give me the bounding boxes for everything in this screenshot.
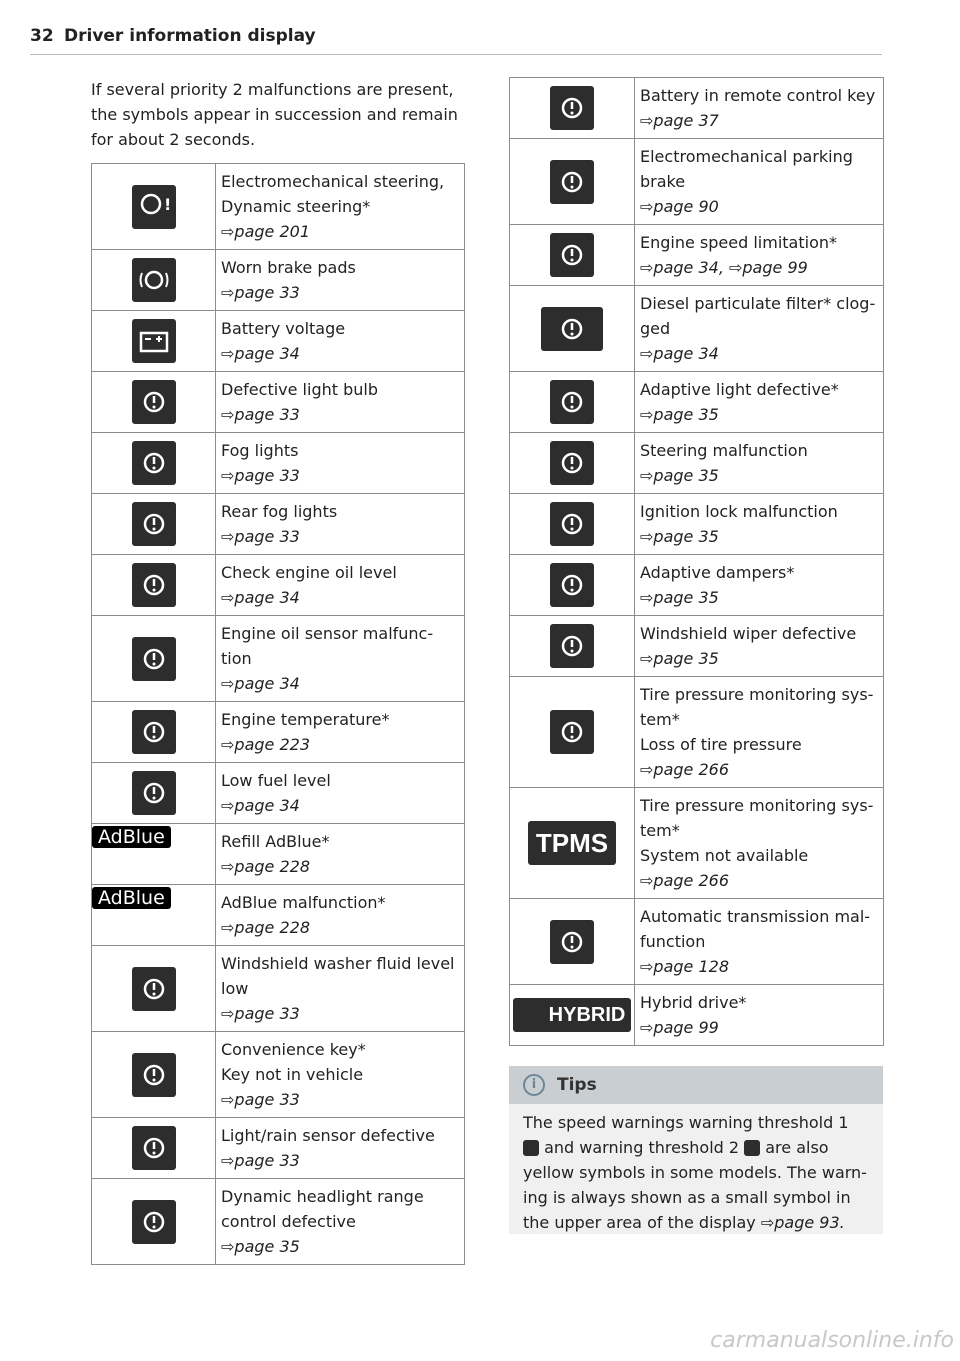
fog-light-icon — [132, 441, 176, 485]
description-line: Dynamic headlight range — [221, 1187, 424, 1206]
description-line: Dynamic steering* — [221, 197, 371, 216]
symbol-cell — [510, 899, 635, 985]
symbol-description — [635, 899, 884, 985]
description-line: Automatic transmission mal- — [640, 907, 871, 926]
description-line: Ignition lock malfunction — [640, 502, 838, 521]
parking-brake-icon — [550, 160, 594, 204]
bulb-defect-icon — [132, 380, 176, 424]
key-missing-icon — [132, 1053, 176, 1097]
tips-text — [509, 1104, 883, 1235]
description-line: Tire pressure monitoring sys- — [640, 796, 874, 815]
description-line: AdBlue malfunction* — [221, 893, 386, 912]
description-line: Convenience key* — [221, 1040, 366, 1059]
description-line: Battery voltage — [221, 319, 346, 338]
speed-limit-icon — [550, 233, 594, 277]
page-reference-link[interactable]: ⇨page 33 — [221, 283, 300, 302]
symbol-cell — [510, 286, 635, 372]
description-line: function — [640, 932, 706, 951]
tips-title: Tips — [557, 1075, 597, 1095]
description-line: tem* — [640, 710, 680, 729]
symbol-description — [216, 763, 465, 824]
symbol-row — [510, 788, 884, 899]
tips-page-link[interactable]: ⇨page 93. — [760, 1213, 845, 1232]
oil-level-icon — [132, 563, 176, 607]
page-reference-link[interactable]: ⇨page 34 — [221, 674, 300, 693]
symbol-row — [510, 899, 884, 985]
symbol-description — [635, 788, 884, 899]
steering-warning-icon — [132, 185, 176, 229]
symbol-row — [92, 433, 465, 494]
symbol-cell — [92, 616, 216, 702]
rear-fog-icon — [132, 502, 176, 546]
description-line: Electromechanical parking — [640, 147, 853, 166]
page-title: Driver information display — [64, 26, 316, 46]
page-reference-link[interactable]: ⇨page 34 — [221, 588, 300, 607]
symbol-description — [216, 885, 465, 946]
transmission-icon — [550, 920, 594, 964]
symbol-row — [92, 885, 465, 946]
description-line: Tire pressure monitoring sys- — [640, 685, 874, 704]
tpms-icon: TPMS — [528, 821, 616, 865]
page-reference-link[interactable]: ⇨page 33 — [221, 527, 300, 546]
symbol-cell — [510, 677, 635, 788]
symbol-cell — [92, 494, 216, 555]
symbol-description — [216, 494, 465, 555]
description-line: Electromechanical steering, — [221, 172, 445, 191]
symbol-row — [510, 985, 884, 1046]
symbol-description — [635, 616, 884, 677]
symbol-cell — [510, 78, 635, 139]
left-symbol-table — [91, 163, 465, 1265]
symbol-row — [92, 702, 465, 763]
adaptive-light-icon — [550, 380, 594, 424]
page-number: 32 — [30, 26, 54, 46]
description-line: Worn brake pads — [221, 258, 356, 277]
symbol-row — [92, 1118, 465, 1179]
description-line: Adaptive dampers* — [640, 563, 795, 582]
description-line: Windshield washer fluid level — [221, 954, 455, 973]
symbol-row — [510, 616, 884, 677]
tips-header — [509, 1066, 883, 1104]
symbol-cell — [92, 824, 216, 885]
headlight-range-icon — [132, 1200, 176, 1244]
watermark: carmanualsonline.info — [710, 1328, 954, 1353]
description-line: Defective light bulb — [221, 380, 378, 399]
page-reference-link[interactable]: ⇨page 33 — [221, 405, 300, 424]
header-rule — [30, 54, 882, 55]
symbol-description — [635, 433, 884, 494]
description-line: Windshield wiper defective — [640, 624, 857, 643]
tips-line: yellow symbols in some models. The warn- — [523, 1163, 867, 1182]
tips-line: The speed warnings warning threshold 1 — [523, 1113, 849, 1132]
symbol-cell — [92, 311, 216, 372]
description-line: control defective — [221, 1212, 356, 1231]
page-reference-link[interactable]: ⇨page 33 — [221, 466, 300, 485]
page-reference-link[interactable]: ⇨page 35 — [640, 649, 719, 668]
wiper-icon — [550, 624, 594, 668]
page-reference-link[interactable]: ⇨page 128 — [640, 957, 729, 976]
page-reference-link[interactable]: ⇨page 37 — [640, 111, 719, 130]
speed-warning-1-icon — [523, 1140, 539, 1156]
symbol-description — [216, 372, 465, 433]
description-line: Rear fog lights — [221, 502, 338, 521]
symbol-cell — [92, 1179, 216, 1265]
fuel-icon — [132, 771, 176, 815]
symbol-row — [510, 78, 884, 139]
symbol-cell — [510, 433, 635, 494]
rain-sensor-icon — [132, 1126, 176, 1170]
page-reference-link[interactable]: ⇨page 201 — [221, 222, 310, 241]
page-reference-link[interactable]: ⇨page 33 — [221, 1090, 300, 1109]
description-line: tem* — [640, 821, 680, 840]
page-reference-link[interactable]: ⇨page 35 — [640, 405, 719, 424]
tips-box — [509, 1066, 883, 1234]
symbol-row — [92, 616, 465, 702]
ignition-lock-icon — [550, 502, 594, 546]
page-reference-link[interactable]: ⇨page 228 — [221, 857, 310, 876]
svg-text:!: ! — [163, 194, 171, 214]
symbol-cell — [510, 555, 635, 616]
particulate-filter-icon — [541, 307, 603, 351]
description-line: Engine speed limitation* — [640, 233, 837, 252]
description-line: Check engine oil level — [221, 563, 397, 582]
symbol-description — [635, 555, 884, 616]
description-line: Battery in remote control key — [640, 86, 876, 105]
symbol-row — [92, 1179, 465, 1265]
description-line: low — [221, 979, 249, 998]
symbol-cell — [510, 372, 635, 433]
page-reference-link[interactable]: ⇨page 34, ⇨page 99 — [640, 258, 808, 277]
brake-pads-icon — [132, 258, 176, 302]
hybrid-icon: HYBRID — [513, 998, 632, 1032]
description-line: Engine temperature* — [221, 710, 390, 729]
battery-icon — [132, 319, 176, 363]
page-reference-link[interactable]: ⇨page 35 — [640, 527, 719, 546]
symbol-row — [92, 372, 465, 433]
page-reference-link[interactable]: ⇨page 228 — [221, 918, 310, 937]
symbol-cell — [92, 1032, 216, 1118]
symbol-cell — [92, 164, 216, 250]
symbol-row — [92, 250, 465, 311]
symbol-cell — [510, 225, 635, 286]
page-reference-link[interactable]: ⇨page 34 — [640, 344, 719, 363]
adblue-refill-icon: AdBlue — [92, 826, 171, 848]
symbol-row — [510, 225, 884, 286]
tips-line: and warning threshold 2 are also — [523, 1135, 875, 1160]
symbol-row — [510, 494, 884, 555]
page-reference-link[interactable]: ⇨page 266 — [640, 871, 729, 890]
page-reference-link[interactable]: ⇨page 99 — [640, 1018, 719, 1037]
page-reference-link[interactable]: ⇨page 33 — [221, 1004, 300, 1023]
symbol-cell — [92, 946, 216, 1032]
symbol-row — [92, 494, 465, 555]
description-line: Low fuel level — [221, 771, 331, 790]
adblue-malfunction-icon: AdBlue — [92, 887, 171, 909]
symbol-cell — [92, 555, 216, 616]
symbol-row — [92, 311, 465, 372]
symbol-description — [216, 433, 465, 494]
description-line: Key not in vehicle — [221, 1065, 364, 1084]
symbol-description — [216, 311, 465, 372]
symbol-description — [635, 139, 884, 225]
symbol-cell — [92, 433, 216, 494]
symbol-cell — [510, 985, 635, 1046]
info-icon: i — [523, 1074, 545, 1096]
adaptive-dampers-icon — [550, 563, 594, 607]
symbol-cell — [510, 788, 635, 899]
page-reference-link[interactable]: ⇨page 35 — [640, 588, 719, 607]
description-line: Light/rain sensor defective — [221, 1126, 435, 1145]
description-line: Refill AdBlue* — [221, 832, 330, 851]
page-reference-link[interactable]: ⇨page 33 — [221, 1151, 300, 1170]
symbol-description — [635, 286, 884, 372]
steering-lock-icon — [550, 441, 594, 485]
symbol-cell — [92, 763, 216, 824]
symbol-description — [635, 677, 884, 788]
symbol-description — [216, 1179, 465, 1265]
oil-sensor-icon — [132, 637, 176, 681]
page-reference-link[interactable]: ⇨page 90 — [640, 197, 719, 216]
symbol-description — [216, 164, 465, 250]
symbol-description — [216, 1032, 465, 1118]
page-reference-link[interactable]: ⇨page 35 — [640, 466, 719, 485]
symbol-description — [635, 985, 884, 1046]
symbol-cell — [510, 616, 635, 677]
symbol-description — [216, 1118, 465, 1179]
symbol-description — [635, 494, 884, 555]
symbol-cell — [92, 885, 216, 946]
description-line: System not available — [640, 846, 809, 865]
description-line: brake — [640, 172, 686, 191]
key-battery-icon — [550, 86, 594, 130]
symbol-row — [510, 677, 884, 788]
description-line: Loss of tire pressure — [640, 735, 802, 754]
page-reference-link[interactable]: ⇨page 223 — [221, 735, 310, 754]
speed-warning-2-icon — [744, 1140, 760, 1156]
symbol-row — [510, 286, 884, 372]
symbol-cell — [92, 250, 216, 311]
tips-line: the upper area of the display ⇨page 93. — [523, 1213, 845, 1232]
symbol-cell — [92, 1118, 216, 1179]
page-reference-link[interactable]: ⇨page 35 — [221, 1237, 300, 1256]
symbol-description — [216, 250, 465, 311]
symbol-row — [92, 763, 465, 824]
washer-fluid-icon — [132, 967, 176, 1011]
description-line: Adaptive light defective* — [640, 380, 839, 399]
symbol-description — [216, 616, 465, 702]
page-reference-link[interactable]: ⇨page 34 — [221, 344, 300, 363]
description-line: Engine oil sensor malfunc- — [221, 624, 434, 643]
right-symbol-table — [509, 77, 884, 1046]
symbol-row — [92, 824, 465, 885]
page-reference-link[interactable]: ⇨page 266 — [640, 760, 729, 779]
symbol-description — [635, 78, 884, 139]
symbol-description — [216, 702, 465, 763]
coolant-temp-icon — [132, 710, 176, 754]
description-line: ged — [640, 319, 671, 338]
symbol-cell — [92, 372, 216, 433]
symbol-row — [510, 433, 884, 494]
tire-pressure-icon — [550, 710, 594, 754]
description-line: Hybrid drive* — [640, 993, 747, 1012]
symbol-description — [216, 824, 465, 885]
symbol-row — [510, 372, 884, 433]
description-line: Steering malfunction — [640, 441, 808, 460]
symbol-row — [92, 946, 465, 1032]
symbol-row — [510, 555, 884, 616]
symbol-description — [635, 372, 884, 433]
description-line: tion — [221, 649, 252, 668]
description-line: Diesel particulate filter* clog- — [640, 294, 876, 313]
page-reference-link[interactable]: ⇨page 34 — [221, 796, 300, 815]
tips-line: ing is always shown as a small symbol in — [523, 1188, 851, 1207]
intro-paragraph: If several priority 2 malfunctions are present, the symbols appear in succession and remain for about 2 seconds. — [91, 80, 458, 149]
symbol-row — [92, 164, 465, 250]
symbol-cell — [92, 702, 216, 763]
symbol-row — [92, 1032, 465, 1118]
symbol-row — [510, 139, 884, 225]
symbol-row — [92, 555, 465, 616]
symbol-cell — [510, 139, 635, 225]
description-line: Fog lights — [221, 441, 299, 460]
symbol-description — [635, 225, 884, 286]
symbol-cell — [510, 494, 635, 555]
symbol-description — [216, 946, 465, 1032]
symbol-description — [216, 555, 465, 616]
